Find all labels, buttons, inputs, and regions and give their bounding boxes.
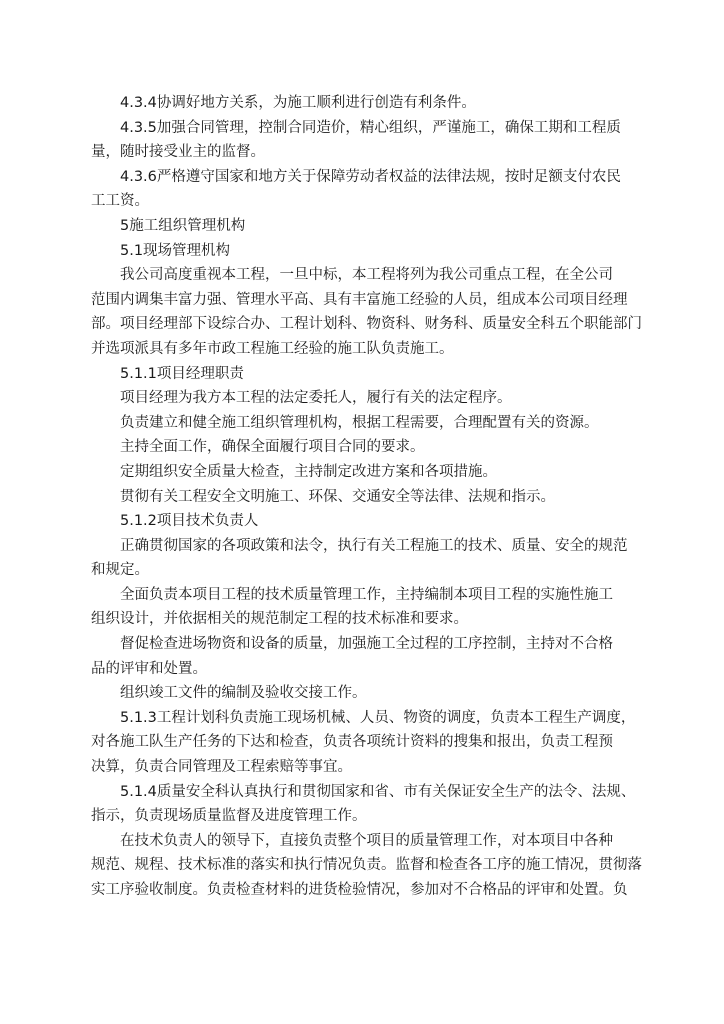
text-line: 贯彻有关工程安全文明施工、环保、交通安全等法律、法规和指示。: [120, 488, 555, 505]
text-line: 组织设计，并依据相关的规范制定工程的技术标准和要求。: [91, 611, 468, 628]
text-line: 负责建立和健全施工组织管理机构，根据工程需要，合理配置有关的资源。: [120, 414, 599, 431]
text-line: 定期组织安全质量大检查，主持制定改进方案和各项措施。: [120, 463, 497, 480]
section-heading: 5施工组织管理机构: [120, 217, 246, 234]
text-line: 工工资。: [91, 193, 149, 210]
text-line: 决算，负责合同管理及工程索赔等事宜。: [91, 759, 352, 776]
text-line: 指示，负责现场质量监督及进度管理工作。: [91, 808, 367, 825]
text-line: 4.3.6严格遵守国家和地方关于保障劳动者权益的法律法规，按时足额支付农民: [120, 168, 621, 185]
text-line: 5.1.3工程计划科负责施工现场机械、人员、物资的调度，负责本工程生产调度，: [120, 709, 636, 726]
text-line: 和规定。: [91, 562, 149, 579]
text-line: 全面负责本项目工程的技术质量管理工作，主持编制本项目工程的实施性施工: [120, 586, 613, 603]
text-line: 督促检查进场物资和设备的质量，加强施工全过程的工序控制，主持对不合格: [120, 636, 613, 653]
body-text: [91, 91, 651, 903]
text-line: 实工序验收制度。负责检查材料的进货检验情况，参加对不合格品的评审和处置。负: [91, 882, 628, 898]
text-line: 范围内调集丰富力强、管理水平高、具有丰富施工经验的人员，组成本公司项目经理: [91, 291, 628, 308]
text-line: 项目经理为我方本工程的法定委托人，履行有关的法定程序。: [120, 390, 512, 407]
text-line: 5.1.4质量安全科认真执行和贯彻国家和省、市有关保证安全生产的法令、法规、: [120, 783, 636, 800]
text-line: 主持全面工作，确保全面履行项目合同的要求。: [120, 439, 425, 456]
text-line: 对各施工队生产任务的下达和检查，负责各项统计资料的搜集和报出，负责工程预: [91, 734, 613, 751]
text-line: 品的评审和处置。: [91, 660, 207, 677]
section-heading: 5.1现场管理机构: [120, 242, 231, 259]
text-line: 我公司高度重视本工程，一旦中标，本工程将列为我公司重点工程，在全公司: [120, 267, 613, 284]
text-line: 量，随时接受业主的监督。: [91, 144, 265, 161]
text-line: 4.3.5加强合同管理，控制合同造价，精心组织，严谨施工，确保工期和工程质: [120, 119, 621, 136]
text-line: 并选项派具有多年市政工程施工经验的施工队负责施工。: [91, 340, 454, 357]
section-heading: 5.1.2项目技术负责人: [120, 513, 259, 530]
text-line: 规范、规程、技术标准的落实和执行情况负责。监督和检查各工序的施工情况，贯彻落: [91, 857, 642, 874]
text-line: 组织竣工文件的编制及验收交接工作。: [120, 685, 367, 702]
text-line: 在技术负责人的领导下，直接负责整个项目的质量管理工作，对本项目中各种: [120, 832, 613, 849]
text-line: 4.3.4协调好地方关系，为施工顺利进行创造有利条件。: [120, 95, 476, 111]
section-heading: 5.1.1项目经理职责: [120, 365, 244, 382]
text-line: 部。项目经理部下设综合办、工程计划科、物资科、财务科、质量安全科五个职能部门: [91, 316, 642, 333]
text-line: 正确贯彻国家的各项政策和法令，执行有关工程施工的技术、质量、安全的规范: [120, 537, 628, 554]
